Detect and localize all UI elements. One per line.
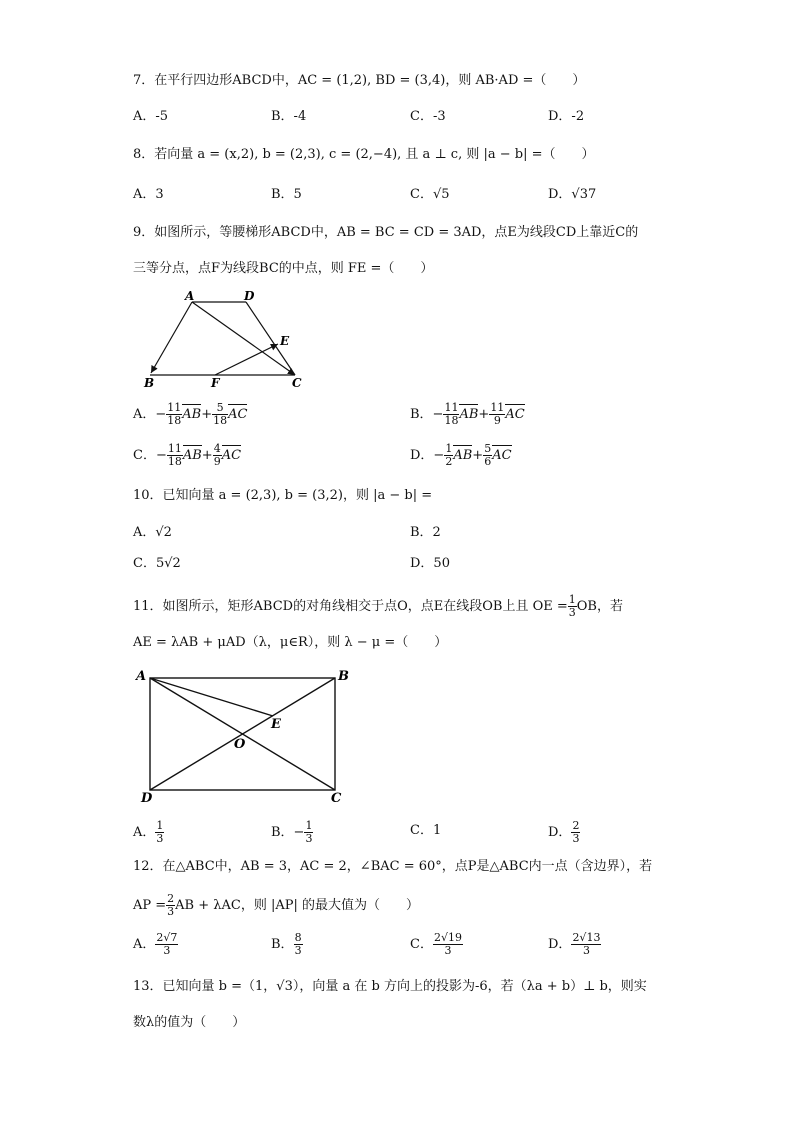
q13-stem-line2: 数λ的值为（ ） <box>133 1015 246 1030</box>
q12-option-b: B． $\frac{8}{3}$ <box>271 931 302 957</box>
q10-stem: 10．已知向量 a = (2,3), b = (3,2)，则 |a − b| = <box>133 488 433 503</box>
q12-option-d: D． $\frac{2√13}{3}$ <box>548 931 601 957</box>
label-d: D <box>141 791 153 806</box>
q7-option-c: C．-3 <box>410 109 446 124</box>
q10-option-a: A．√2 <box>133 525 172 540</box>
q10-option-c: C．5√2 <box>133 556 181 571</box>
q10-option-d: D．50 <box>410 556 450 571</box>
label-d: D <box>244 289 255 303</box>
q12-stem-line2: AP = $\frac{2}{3}$ AB + λAC，则 |AP| 的最大值为（ ） <box>133 892 420 918</box>
q8-option-b: B．5 <box>271 187 302 202</box>
q9-stem-line2: 三等分点，点F为线段BC的中点，则 FE =（ ） <box>133 261 434 276</box>
label-b: B <box>144 376 155 390</box>
q12-option-a: A． $\frac{2√7}{3}$ <box>133 931 178 957</box>
label-c: C <box>331 791 342 806</box>
q8-stem: 8．若向量 a = (x,2), b = (2,3), c = (2,−4), 且 a ⊥ c, 则 |a − b| =（ ） <box>133 147 595 162</box>
q11-option-d: D． $\frac{2}{3}$ <box>548 819 580 845</box>
q11-stem-line2: AE = λAB + μAD（λ，μ∈R），则 λ − μ =（ ） <box>133 635 448 650</box>
vector-fe <box>215 344 278 375</box>
q9-option-a: A．− $\frac{11}{18}$ AB+ $\frac{5}{18}$ AC <box>133 401 248 427</box>
label-c: C <box>292 376 302 390</box>
segment-ae <box>150 678 273 716</box>
q8-option-c: C．√5 <box>410 187 450 202</box>
label-b: B <box>338 669 349 684</box>
q11-option-b: B．− $\frac{1}{3}$ <box>271 819 313 845</box>
q11-stem-line1: 11．如图所示，矩形ABCD的对角线相交于点O，点E在线段OB上且 OE = $\frac{1}{3}$ OB，若 <box>133 593 623 619</box>
q8-option-a: A．3 <box>133 187 164 202</box>
q7-option-b: B．-4 <box>271 109 307 124</box>
q9-option-c: C．− $\frac{11}{18}$ AB+ $\frac{4}{9}$ AC <box>133 442 242 468</box>
label-a: A <box>136 669 147 684</box>
q7-stem: 7．在平行四边形ABCD中，AC = (1,2), BD = (3,4)，则 AB·AD =（ ） <box>133 73 586 88</box>
label-e: E <box>271 717 281 732</box>
q8-option-d: D．√37 <box>548 187 597 202</box>
q7-option-d: D．-2 <box>548 109 585 124</box>
q11-option-c: C．1 <box>410 823 442 838</box>
q12-option-c: C． $\frac{2√19}{3}$ <box>410 931 462 957</box>
label-f: F <box>211 376 220 390</box>
q9-trapezoid-figure <box>140 288 315 390</box>
q9-option-d: D．− $\frac{1}{2}$ AB+ $\frac{5}{6}$ AC <box>410 442 512 468</box>
q9-option-b: B．− $\frac{11}{18}$ AB+ $\frac{11}{9}$ AC <box>410 401 525 427</box>
q10-option-b: B．2 <box>410 525 441 540</box>
q12-stem-line1: 12．在△ABC中，AB = 3，AC = 2，∠BAC = 60°，点P是△ABC内一点（含边界），若 <box>133 859 653 874</box>
q11-option-a: A． $\frac{1}{3}$ <box>133 819 164 845</box>
vector-ab <box>151 302 192 373</box>
q11-rectangle-figure <box>133 664 363 808</box>
q9-stem-line1: 9．如图所示，等腰梯形ABCD中，AB = BC = CD = 3AD，点E为线段CD上靠近C的 <box>133 225 639 240</box>
label-o: O <box>234 737 246 752</box>
q7-option-a: A．-5 <box>133 109 169 124</box>
label-e: E <box>280 334 290 348</box>
q13-stem-line1: 13．已知向量 b =（1，√3），向量 a 在 b 方向上的投影为-6，若（λa + b）⊥ b，则实 <box>133 979 647 994</box>
label-a: A <box>185 289 195 303</box>
